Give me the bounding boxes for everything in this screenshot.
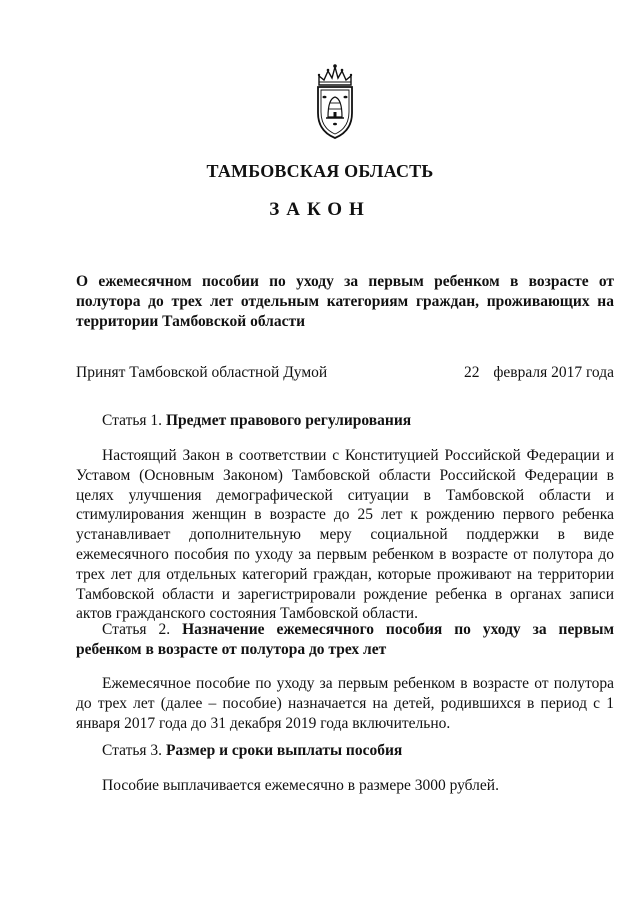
article-3-title: Размер и сроки выплаты пособия (165, 742, 403, 759)
article-3-text: Пособие выплачивается ежемесячно в размере 3000 рублей. (102, 777, 499, 794)
adoption-month-year: февраля 2017 года (493, 364, 614, 381)
article-3-heading (76, 741, 614, 761)
law-title: О ежемесячном пособии по уходу за первым ребенком в возрасте от полутора до трех лет отдельным категориям граждан, проживающих на территории Тамбовской области (76, 273, 614, 330)
article-1-heading (76, 411, 614, 431)
article-2-heading (76, 620, 614, 660)
article-2-title: Назначение ежемесячного пособия по уходу за первым ребенком в возрасте от полутора до трех лет (76, 621, 614, 658)
adoption-day: 22 (464, 364, 480, 381)
adopted-by: Принят Тамбовской областной Думой (76, 364, 328, 381)
article-1-number: Статья 1. (102, 412, 163, 429)
article-2-text: Ежемесячное пособие по уходу за первым ребенком в возрасте от полутора до трех лет (далее – пособие) назначается на детей, родившихся в период с 1 января 2017 года до 31 декабря 2019 года включительно. (76, 675, 614, 732)
article-1-title: Предмет правового регулирования (165, 412, 412, 429)
article-1-text: Настоящий Закон в соответствии с Конституцией Российской Федерации и Уставом (Основным Законом) Тамбовской области Российской Федерации в целях улучшения демографической ситуации в Тамбовской области и стимулирования женщин в возрасте до 25 лет к рождению первого ребенка устанавливает дополнительную меру социальной поддержки в виде ежемесячного пособия по уходу за первым ребенком в возрасте от полутора до трех лет для отдельных категорий граждан, которые проживают на территории Тамбовской области и зарегистрировали рождение ребенка в органах записи актов гражданского состояния Тамбовской области. (76, 447, 614, 623)
region-name: ТАМБОВСКАЯ ОБЛАСТЬ (206, 161, 434, 181)
document-type: ЗАКОН (269, 199, 371, 220)
tambov-coat-of-arms-icon (310, 57, 360, 141)
article-3-number: Статья 3. (102, 742, 163, 759)
article-2-number: Статья 2. (102, 621, 171, 638)
